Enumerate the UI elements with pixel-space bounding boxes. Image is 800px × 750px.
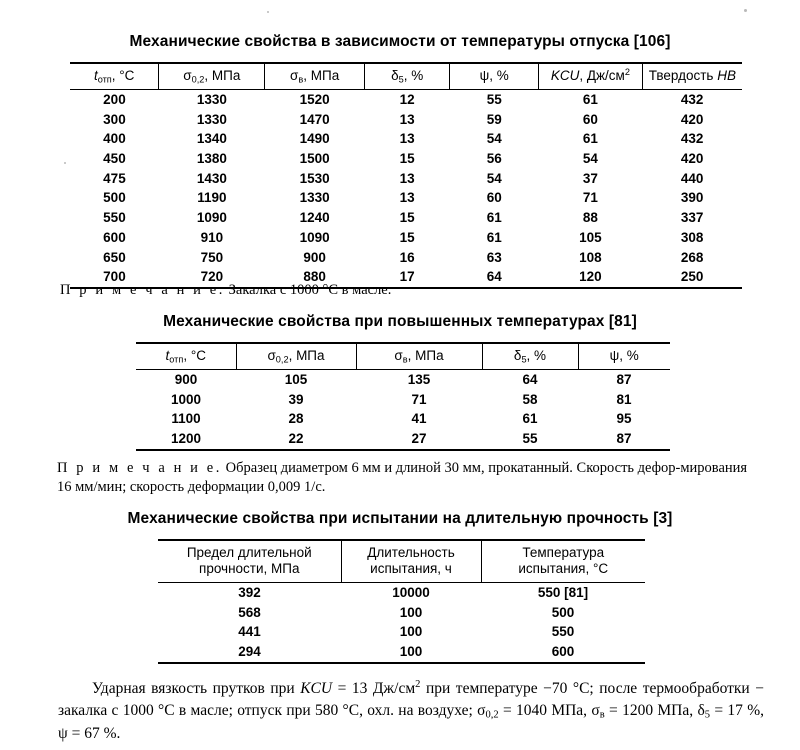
table-cell: 1330	[299, 190, 330, 206]
table-row	[136, 409, 670, 429]
table-cell: 450	[103, 151, 126, 167]
table-cell: 550	[103, 210, 126, 226]
table-cell: 61	[486, 210, 502, 226]
closing-line-1: Ударная вязкость прутков при KCU = 13 $Дж/см^2$ при температуре −70 °С; после термообработки − закалка с 1000 °С в масле; отпуск при 580 °С, охл. на воздухе; $\sigma_{0,2} = 1040$ МПа, $\sigma_в = 1200$ МПа, $\delta_5 = 17$ %, ψ = 67 %.	[58, 679, 765, 742]
data-table	[158, 539, 645, 662]
table-cell: 54	[486, 170, 502, 186]
table-cell: 550 [81]	[537, 584, 589, 600]
table-cell: 1500	[299, 151, 330, 167]
table-row	[70, 110, 742, 130]
table-cell: 1430	[196, 170, 227, 186]
table-header-row	[136, 343, 670, 369]
table-cell: 910	[200, 229, 224, 245]
table-cell: 55	[486, 91, 502, 107]
note-label: П р и м е ч а н и е.	[60, 282, 226, 298]
table-cell: 308	[680, 229, 704, 245]
table-cell: 568	[238, 604, 261, 620]
table-row	[136, 369, 670, 389]
table-cell: 88	[582, 210, 598, 226]
table-cell: 81	[616, 391, 632, 407]
column-header-tensile-strength: $\sigma_в$, МПа	[356, 343, 482, 369]
table-cell: 100	[399, 624, 423, 640]
table-cell: 63	[486, 249, 502, 265]
closing-paragraph	[58, 678, 764, 745]
table-cell: 28	[288, 411, 304, 427]
section-title-elevated-temperature: Механические свойства при повышенных температурах [81]	[163, 313, 637, 330]
table-cell: 87	[616, 371, 632, 387]
section-title-long-term-strength: Механические свойства при испытании на длительную прочность [3]	[127, 510, 673, 527]
scan-speck	[744, 9, 747, 12]
column-header-reduction: ψ, %	[450, 63, 539, 89]
table-bottom-rule	[136, 449, 670, 451]
table-row	[158, 603, 645, 623]
table-cell: 432	[680, 91, 704, 107]
header-line: Температура	[522, 545, 605, 560]
column-header-reduction: ψ, %	[578, 343, 670, 369]
column-header-test-duration	[341, 540, 481, 582]
column-header-elongation: $\delta_5$, %	[482, 343, 578, 369]
table-cell: 720	[200, 269, 224, 285]
table-tempering-properties	[70, 62, 742, 289]
table-body	[158, 582, 645, 661]
data-table	[136, 342, 670, 449]
table-cell: 1520	[299, 91, 330, 107]
data-table	[70, 62, 742, 287]
table-cell: 1190	[197, 190, 227, 206]
table-cell: 61	[582, 91, 598, 107]
table-elevated-temperature-properties	[136, 342, 670, 451]
table-cell: 200	[103, 91, 126, 107]
table-cell: 61	[486, 229, 502, 245]
table-cell: 108	[579, 249, 602, 265]
table-cell: 420	[680, 151, 704, 167]
table-row	[136, 429, 670, 449]
table-cell: 1330	[196, 111, 227, 127]
table-cell: 15	[399, 229, 415, 245]
table-row	[70, 188, 742, 208]
table-cell: 1200	[170, 431, 202, 447]
table-cell: 300	[103, 111, 126, 127]
table-row	[70, 89, 742, 109]
table-cell: 54	[582, 151, 598, 167]
table-cell: 39	[288, 391, 304, 407]
table-cell: 13	[399, 170, 415, 186]
section-title-tempering: Механические свойства в зависимости от температуры отпуска [106]	[129, 33, 671, 50]
table-long-term-strength	[158, 539, 645, 664]
table-cell: 61	[522, 411, 538, 427]
table-cell: 390	[680, 190, 704, 206]
table-cell: 59	[486, 111, 502, 127]
table-cell: 105	[579, 229, 602, 245]
table-cell: 95	[616, 411, 632, 427]
table-cell: 500	[103, 190, 126, 206]
table-row	[70, 248, 742, 268]
table-cell: 1240	[299, 210, 330, 226]
table-cell: 60	[582, 111, 598, 127]
table-cell: 1530	[299, 170, 330, 186]
column-header-hardness: Твердость HB	[642, 63, 742, 89]
table-body	[70, 89, 742, 287]
column-header-yield-strength: $\sigma_{0,2}$, МПа	[236, 343, 356, 369]
table-cell: 105	[284, 371, 308, 387]
table-cell: 13	[399, 131, 415, 147]
header-line: испытания, ч	[370, 560, 452, 576]
table-row	[70, 228, 742, 248]
note-text: Образец диаметром 6 мм и длиной 30 мм, прокатанный. Скорость дефор-​мирования 16 мм/мин; скорость деформации 0,009 1/с.	[57, 460, 748, 495]
table-cell: 400	[103, 131, 126, 147]
column-header-impact-toughness: KCU, $Дж/см^2$	[539, 63, 643, 89]
table-cell: 120	[579, 269, 602, 285]
column-header-elongation: $\delta_5$, %	[364, 63, 449, 89]
table-cell: 294	[238, 643, 261, 659]
table-cell: 1470	[299, 111, 330, 127]
table-row	[136, 390, 670, 410]
table-row	[158, 642, 645, 662]
table-bottom-rule	[158, 662, 645, 664]
table-row	[70, 129, 742, 149]
column-header-temperature: $t_{отп}$, °C	[93, 68, 135, 85]
table-cell: 13	[399, 190, 415, 206]
scan-speck	[64, 162, 66, 164]
table-cell: 56	[486, 151, 502, 167]
table-row	[70, 169, 742, 189]
table-cell: 135	[407, 371, 431, 387]
note-text: Закалка с 1000 °С в масле.	[228, 282, 392, 298]
table-cell: 41	[411, 411, 427, 427]
table-cell: 250	[680, 269, 704, 285]
table-cell: 15	[399, 210, 415, 226]
table-cell: 17	[399, 269, 415, 285]
table-cell: 880	[303, 269, 326, 285]
table-cell: 268	[680, 249, 704, 265]
table-cell: 600	[551, 643, 575, 659]
table-cell: 440	[680, 170, 704, 186]
table-cell: 1490	[299, 131, 330, 147]
table-row	[70, 208, 742, 228]
scan-speck	[267, 11, 269, 13]
table-cell: 550	[551, 624, 575, 640]
table-row	[158, 622, 645, 642]
table-cell: 1000	[170, 391, 202, 407]
table-cell: 64	[522, 371, 538, 387]
table-cell: 100	[399, 643, 423, 659]
table-cell: 1380	[196, 151, 227, 167]
table-cell: 420	[680, 111, 704, 127]
table-cell: 55	[522, 431, 538, 447]
table-header-row	[70, 63, 742, 89]
table-body	[136, 369, 670, 448]
table-cell: 60	[486, 190, 502, 206]
column-header-yield-strength: $\sigma_{0,2}$, МПа	[159, 63, 265, 89]
table-cell: 10000	[392, 584, 430, 600]
table-cell: 61	[582, 131, 598, 147]
table-cell: 900	[174, 371, 198, 387]
table-cell: 1100	[171, 411, 201, 427]
table-cell: 64	[486, 269, 502, 285]
table-header-row	[158, 540, 645, 582]
table-row	[70, 149, 742, 169]
table-cell: 12	[399, 91, 415, 107]
table-cell: 750	[200, 249, 224, 265]
table-cell: 15	[399, 151, 415, 167]
table-cell: 87	[616, 431, 632, 447]
table-cell: 1330	[196, 91, 227, 107]
table-cell: 500	[551, 604, 575, 620]
note-elevated-temperature	[57, 459, 757, 496]
note-label: П р и м е ч а н и е.	[57, 460, 223, 476]
table-cell: 71	[582, 190, 598, 206]
table-cell: 600	[103, 229, 126, 245]
table-cell: 392	[238, 584, 261, 600]
table-cell: 27	[411, 431, 427, 447]
table-cell: 22	[288, 431, 304, 447]
table-cell: 54	[486, 131, 502, 147]
table-cell: 900	[303, 249, 326, 265]
table-cell: 337	[680, 210, 704, 226]
table-cell: 1090	[299, 229, 330, 245]
table-cell: 37	[582, 170, 598, 186]
column-header-temperature: $t_{отп}$, °C	[165, 348, 206, 365]
table-cell: 71	[411, 391, 427, 407]
header-line: прочности, МПа	[199, 560, 300, 576]
table-cell: 58	[522, 391, 538, 407]
table-row	[158, 582, 645, 602]
header-line: испытания, °С	[518, 560, 609, 576]
table-cell: 441	[238, 624, 261, 640]
table-cell: 650	[103, 249, 126, 265]
column-header-tensile-strength: $\sigma_в$, МПа	[265, 63, 365, 89]
table-cell: 475	[103, 170, 126, 186]
table-cell: 1340	[196, 131, 227, 147]
table-cell: 1090	[196, 210, 227, 226]
table-cell: 100	[399, 604, 423, 620]
table-cell: 700	[103, 269, 126, 285]
column-header-test-temperature	[481, 540, 645, 582]
column-header-long-term-strength-limit	[158, 540, 341, 582]
table-cell: 432	[680, 131, 704, 147]
table-cell: 13	[399, 111, 415, 127]
table-cell: 16	[399, 249, 415, 265]
header-line: Длительность	[367, 545, 455, 560]
header-line: Предел длительной	[186, 545, 312, 560]
note-tempering	[60, 281, 760, 300]
